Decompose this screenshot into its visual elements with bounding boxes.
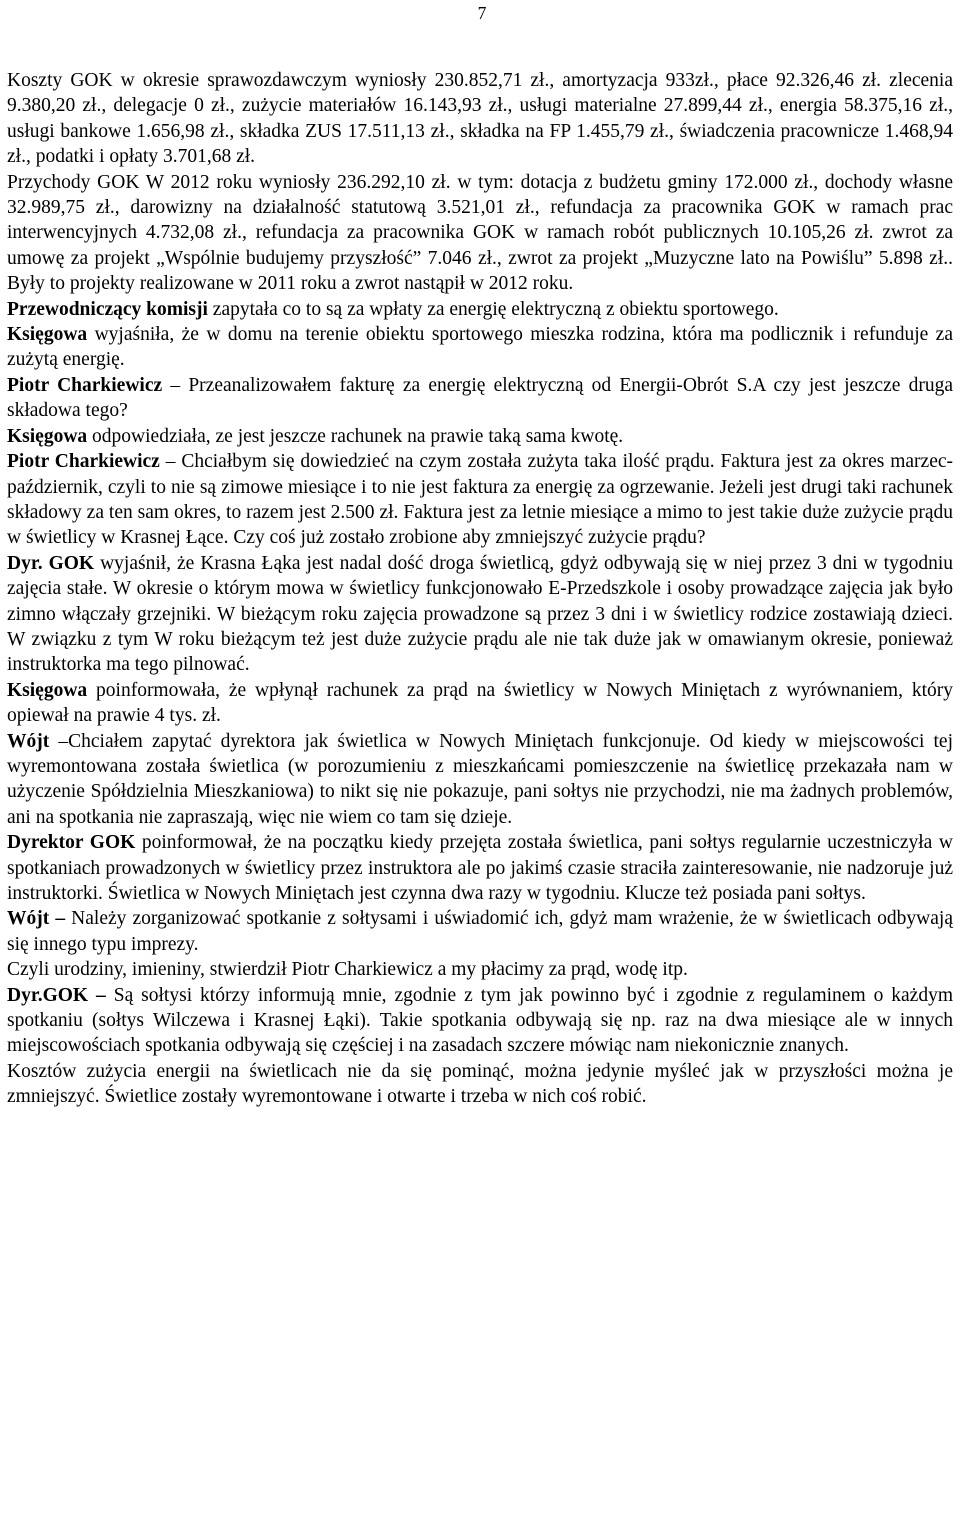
paragraph-text: zapytała co to są za wpłaty za energię elektryczną z obiektu sportowego. <box>207 298 779 320</box>
paragraph-text: poinformowała, że wpłynął rachunek za prąd na świetlicy w Nowych Miniętach z wyrównaniem, który opiewał na prawie 4 tys. zł. <box>7 679 953 727</box>
speaker-name: Księgowa <box>7 425 88 447</box>
speaker-name: Dyr. GOK <box>7 552 95 574</box>
paragraph-text: Przychody GOK W 2012 roku wyniosły 236.292,10 zł. w tym: dotacja z budżetu gminy 172.000 zł., dochody własne 32.989,75 zł., darowizny na działalność statutową 3.521,01 zł., refundacja za pracownika GOK w ramach prac interwencyjnych 4.732,08 zł., refundacja za pracownika GOK w ramach robót publicznych 10.105,26 zł. zwrot za umowę za projekt „Wspólnie budujemy przyszłość” 7.046 zł., zwrot za projekt „Muzyczne lato na Powiślu” 5.898 zł.. Były to projekty realizowane w 2011 roku a zwrot nastąpił w 2012 roku. <box>7 171 953 295</box>
paragraph-statement <box>7 297 953 322</box>
speaker-name: Dyrektor GOK <box>7 832 136 854</box>
paragraph-plain <box>7 1059 953 1110</box>
document-body <box>7 68 953 1110</box>
paragraph-text: – Chciałbym się dowiedzieć na czym została zużyta taka ilość prądu. Faktura jest za okres marzec-październik, czyli to nie są zimowe miesiące i to nie jest faktura za energię za ogrzewanie. Jeżeli jest drugi taki rachunek składowy za ten sam okres, to razem jest 2.500 zł. Faktura jest za letnie miesiące a mimo to jest takie duże zużycie prądu w świetlicy w Krasnej Łące. Czy coś już zostało zrobione aby zmniejszyć zużycie prądu? <box>7 451 953 549</box>
paragraph-statement <box>7 678 953 729</box>
paragraph-text: odpowiedziała, ze jest jeszcze rachunek na prawie taką sama kwotę. <box>87 425 624 447</box>
paragraph-text: – Przeanalizowałem fakturę za energię elektryczną od Energii-Obrót S.A czy jest jeszcze druga składowa tego? <box>7 374 953 422</box>
paragraph-statement <box>7 983 953 1059</box>
speaker-name: Piotr Charkiewicz <box>7 451 160 473</box>
paragraph-text: Czyli urodziny, imieniny, stwierdził Piotr Charkiewicz a my płacimy za prąd, wodę itp. <box>7 959 688 981</box>
speaker-name: Wójt <box>7 730 50 752</box>
paragraph-statement <box>7 424 953 449</box>
speaker-name: Wójt – <box>7 908 66 930</box>
speaker-name: Piotr Charkiewicz <box>7 374 163 396</box>
paragraph-statement <box>7 830 953 906</box>
paragraph-text: wyjaśniła, że w domu na terenie obiektu sportowego mieszka rodzina, która ma podlicznik i refunduje za zużytą energię. <box>7 324 953 371</box>
speaker-name: Księgowa <box>7 679 88 701</box>
paragraph-statement <box>7 729 953 831</box>
paragraph-text: Należy zorganizować spotkanie z sołtysami i uświadomić ich, gdyż mam wrażenie, że w świetlicach odbywają się innego typu imprezy. <box>7 908 953 955</box>
paragraph-text: poinformował, że na początku kiedy przejęta została świetlica, pani sołtys regularnie uczestniczyła w spotkaniach prowadzonych w świetlicy przez instruktora ale po jakimś czasie straciła zainteresowanie, nie nadzoruje już instruktorki. Świetlica w Nowych Miniętach jest czynna dwa razy w tygodniu. Klucze też posiada pani sołtys. <box>7 832 953 904</box>
paragraph-text: Są sołtysi którzy informują mnie, zgodnie z tym jak powinno być i zgodnie z regulaminem o każdym spotkaniu (sołtys Wilczewa i Krasnej Łąki). Takie spotkania odbywają się np. raz na dwa miesiące ale w innych miejscowościach spotkania odbywają się częściej i na zasadach szczere mówiąc nam niekonicznie znanych. <box>7 984 953 1057</box>
paragraph-text: –Chciałem zapytać dyrektora jak świetlica w Nowych Miniętach funkcjonuje. Od kiedy w miejscowości tej wyremontowana została świetlica (w porozumieniu z mieszkańcami pomieszczenie na świetlicę przekazała nam w użyczenie Spółdzielnia Mieszkaniowa) to nikt się nie pokazuje, pani sołtys nie przychodzi, nie ma żadnych problemów, ani na spotkania nie zapraszają, więc nie wiem co tam się dzieje. <box>7 730 953 828</box>
speaker-name: Dyr.GOK – <box>7 984 106 1006</box>
paragraph-text: Koszty GOK w okresie sprawozdawczym wyniosły 230.852,71 zł., amortyzacja 933zł., płace 92.326,46 zł. zlecenia 9.380,20 zł., delegacje 0 zł., zużycie materiałów 16.143,93 zł., usługi materialne 27.899,44 zł., energia 58.375,16 zł., usługi bankowe 1.656,98 zł., składka ZUS 17.511,13 zł., składka na FP 1.455,79 zł., świadczenia pracownicze 1.468,94 zł., podatki i opłaty 3.701,68 zł. <box>7 70 953 168</box>
paragraph-costs <box>7 68 953 170</box>
paragraph-income <box>7 170 953 297</box>
paragraph-text: wyjaśnił, że Krasna Łąka jest nadal dość droga świetlicą, gdyż odbywają się w niej przez 3 dni w tygodniu zajęcia stałe. W okresie o którym mowa w świetlicy funkcjonowało E-Przedszkole i osoby prowadzące zajęcia jak było zimno włączały grzejniki. W bieżącym roku zajęcia prowadzone są przez 3 dni i w świetlicy rodzice zostawiają dzieci. W związku z tym W roku bieżącym też jest duże zużycie prądu ale nie tak duże jak w omawianym okresie, ponieważ instruktorka ma tego pilnować. <box>7 552 953 676</box>
paragraph-statement <box>7 551 953 678</box>
speaker-name: Księgowa <box>7 324 88 346</box>
paragraph-statement <box>7 373 953 424</box>
paragraph-plain <box>7 957 953 982</box>
paragraph-statement <box>7 906 953 957</box>
paragraph-statement <box>7 449 953 551</box>
paragraph-text: Kosztów zużycia energii na świetlicach nie da się pominąć, można jedynie myśleć jak w przyszłości można je zmniejszyć. Świetlice zostały wyremontowane i otwarte i trzeba w nich coś robić. <box>7 1060 953 1108</box>
paragraph-statement <box>7 322 953 373</box>
speaker-name: Przewodniczący komisji <box>7 298 208 320</box>
page-number: 7 <box>477 3 487 23</box>
